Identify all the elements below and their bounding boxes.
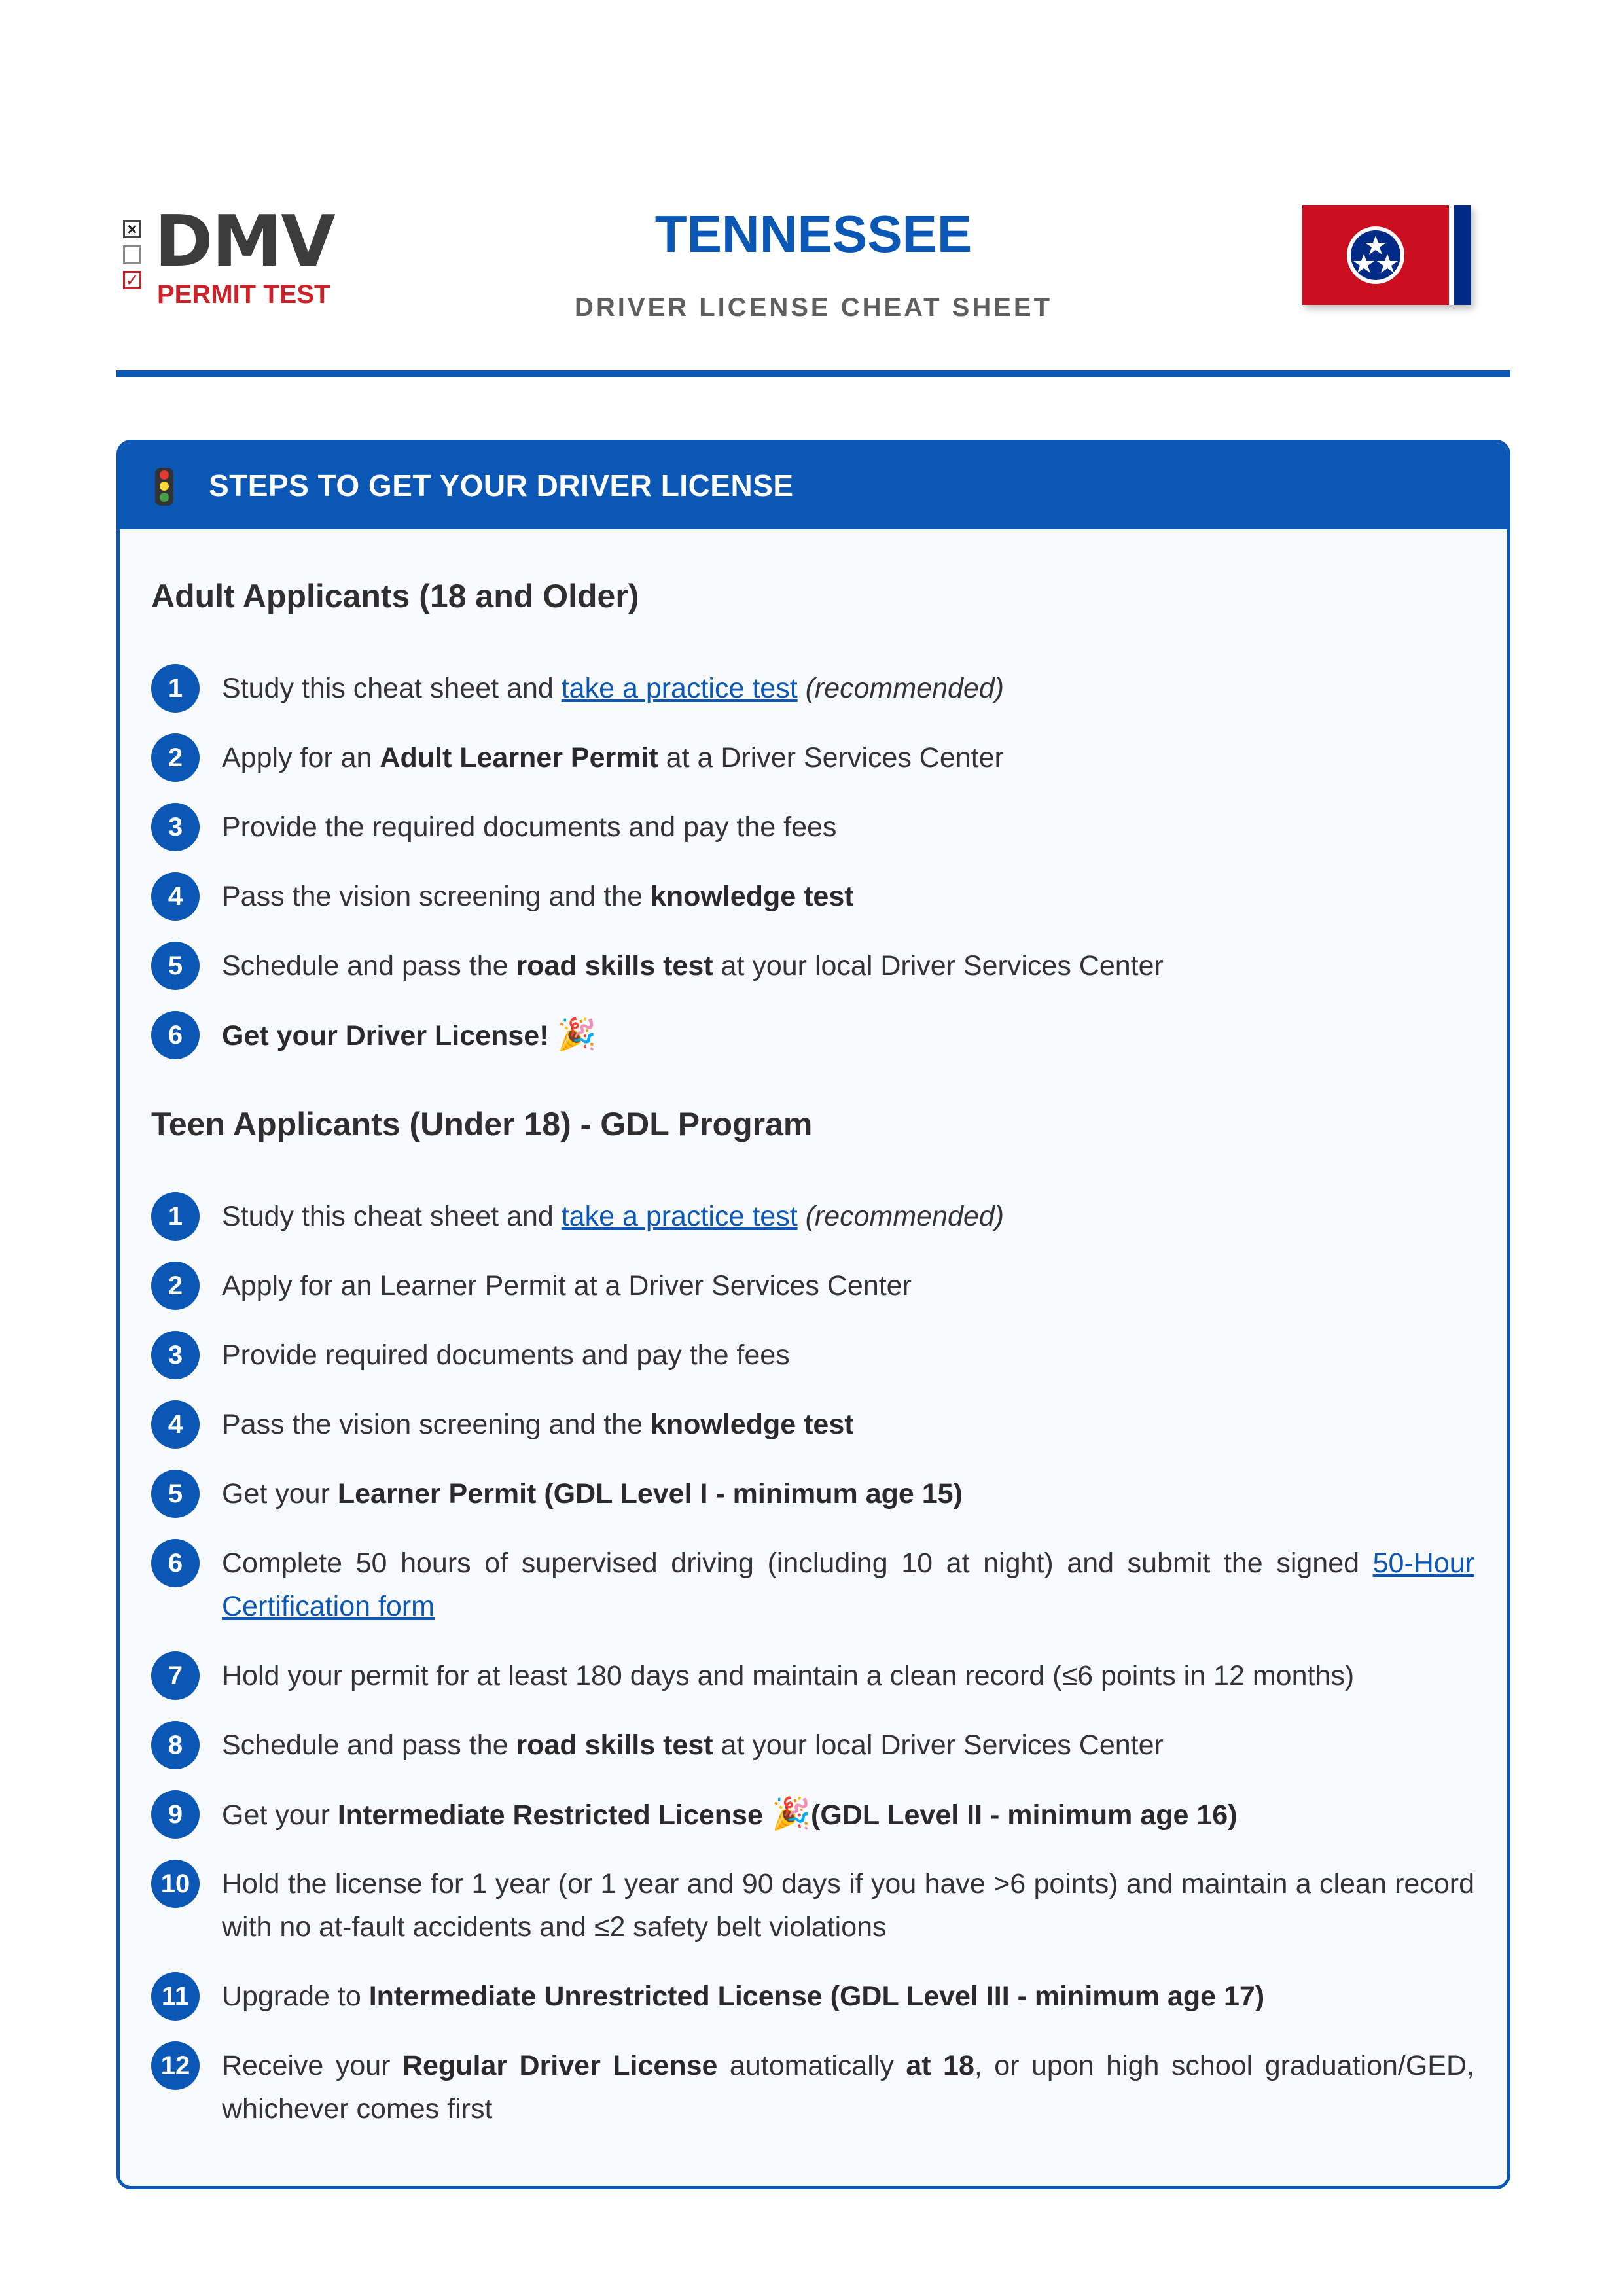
step-number-badge: 2 — [151, 1262, 200, 1310]
adult-section-heading: Adult Applicants (18 and Older) — [151, 578, 639, 614]
step-number-badge: 12 — [151, 2041, 200, 2090]
practice-test-link[interactable]: take a practice test — [561, 1201, 798, 1232]
steps-card-header — [120, 443, 1507, 529]
step-number-badge: 3 — [151, 1331, 200, 1379]
step-number-badge: 4 — [151, 872, 200, 921]
check-box-icon: ✓ — [123, 271, 141, 289]
step-number-badge: 4 — [151, 1400, 200, 1449]
step-number-badge: 5 — [151, 942, 200, 990]
x-box-icon: × — [123, 220, 141, 238]
logo-permit-test-text: PERMIT TEST — [157, 280, 330, 309]
state-title: TENNESSEE — [654, 205, 972, 263]
party-popper-icon: 🎉 — [762, 1797, 811, 1831]
step-number-badge: 6 — [151, 1539, 200, 1587]
step-number-badge: 1 — [151, 1192, 200, 1241]
step-number-badge: 9 — [151, 1790, 200, 1839]
header-divider — [116, 370, 1510, 377]
step-number-badge: 5 — [151, 1470, 200, 1518]
teen-section-heading: Teen Applicants (Under 18) - GDL Program — [151, 1106, 813, 1142]
step-number-badge: 11 — [151, 1972, 200, 2021]
page-header — [116, 190, 1510, 380]
step-number-badge: 3 — [151, 803, 200, 851]
party-popper-icon: 🎉 — [548, 1017, 597, 1052]
step-number-badge: 6 — [151, 1011, 200, 1059]
certification-form-link[interactable]: 50-Hour Certification form — [222, 1547, 1474, 1622]
traffic-light-icon — [155, 468, 173, 506]
practice-test-link[interactable]: take a practice test — [561, 673, 798, 704]
step-number-badge: 1 — [151, 664, 200, 713]
step-number-badge: 7 — [151, 1651, 200, 1700]
tennessee-flag-icon — [1302, 205, 1471, 305]
steps-card-title: STEPS TO GET YOUR DRIVER LICENSE — [209, 468, 794, 503]
step-number-badge: 10 — [151, 1860, 200, 1908]
sheet-subtitle: DRIVER LICENSE CHEAT SHEET — [575, 293, 1052, 322]
steps-card: STEPS TO GET YOUR DRIVER LICENSE Adult Applicants (18 and Older) 1 Study this cheat sheet and take a practice test (recommended) 2 Apply for an Adult Learner Permit at a Driver Services Center 3 Provide the required documents and pay the fees 4 Pass the vision screening and the knowledge test 5 Schedule and pass the road skills test at your local Driver Services Center 6 Get your Driver License! 🎉 Teen Applicants (Under 18) - GDL Program 1 Study this cheat sheet and take a practice test (recommended) 2 Apply for an Learner Permit at a Driver Services Center 3 Provide required documents and pay the fees 4 Pass the vision screening and the knowledge test 5 Get your Learner Permit (GDL Level I - minimum age 15) 6 Complete 50 hours of supervised driving (including 10 at night) and submit the signed 50-Hour Certification form 7 Hold your permit for at least 180 days and maintain a clean record (≤6 points in 12 months) 8 Schedule and pass the road skills test at your local Driver Services Center 9 Get your Intermediate Restricted License 🎉(GDL Level II - minimum age 16) 10 Hold the license for 1 year (or 1 year and 90 days if you have >6 points) and maintain a clean record with no at-fault accidents and ≤2 safety belt violations 11 Upgrade to Intermediate Unrestricted License (GDL Level III - minimum age 17) 12 Receive your Regular Driver License automatically at 18, or upon high school graduation/GED, whichever comes first — [116, 440, 1510, 2189]
logo-dmv-text: DMV — [154, 201, 334, 283]
step-number-badge: 8 — [151, 1721, 200, 1769]
step-number-badge: 2 — [151, 733, 200, 782]
